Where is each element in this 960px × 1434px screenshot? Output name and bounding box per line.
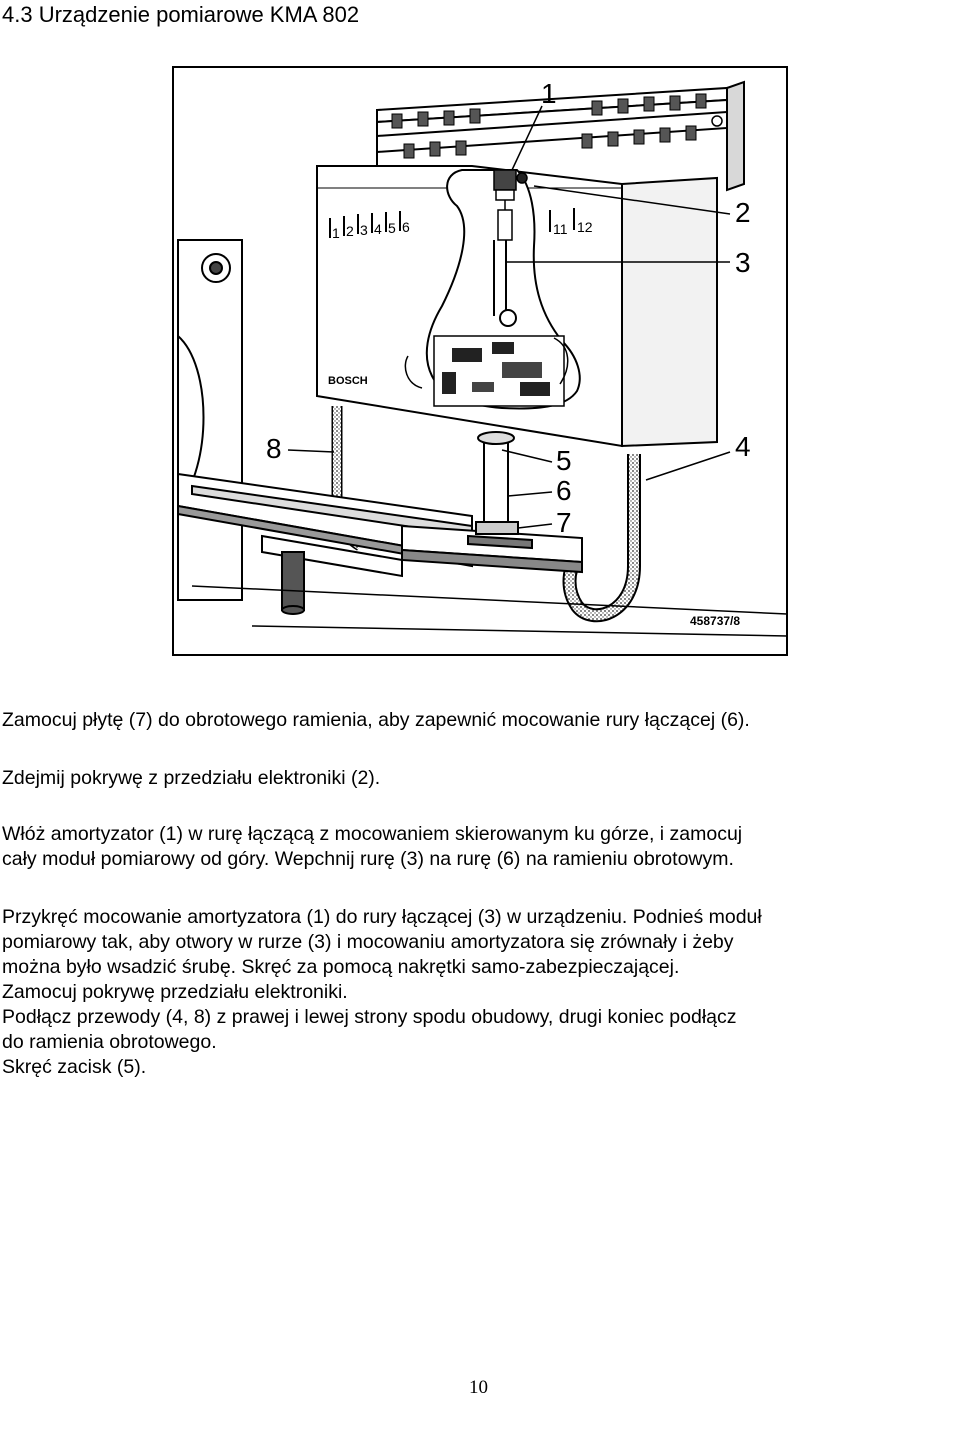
slot-label: 5 [388, 220, 396, 236]
page-number: 10 [469, 1377, 488, 1398]
instruction-line: można było wsadzić śrubę. Skręć za pomocą nakrętki samo-zabezpieczającej. [2, 956, 680, 978]
left-console [178, 240, 242, 600]
slot-label: 11 [553, 221, 568, 237]
instruction-line: Przykręć mocowanie amortyzatora (1) do rury łączącej (3) w urządzeniu. Podnieś moduł [2, 906, 762, 928]
callout-6: 6 [556, 475, 572, 506]
callout-8: 8 [266, 433, 282, 464]
callout-2: 2 [735, 197, 751, 228]
instruction-line: Zamocuj pokrywę przedziału elektroniki. [2, 981, 348, 1003]
callout-4: 4 [735, 431, 751, 462]
instruction-line: Włóż amortyzator (1) w rurę łączącą z mocowaniem skierowanym ku górze, i zamocuj [2, 823, 743, 845]
instruction-line: do ramienia obrotowego. [2, 1031, 217, 1053]
instruction-paragraph: Zamocuj płytę (7) do obrotowego ramienia, aby zapewnić mocowanie rury łączącej (6). [2, 709, 750, 731]
slot-label: 3 [360, 222, 368, 238]
slot-label: 12 [577, 219, 593, 235]
slot-label: 4 [374, 221, 382, 237]
drawing-code: 458737/8 [690, 614, 741, 628]
kma-802-diagram [172, 66, 788, 656]
callout-3: 3 [735, 247, 751, 278]
section-heading: 4.3 Urządzenie pomiarowe KMA 802 [2, 2, 360, 27]
slot-label: 2 [346, 223, 354, 239]
callout-1: 1 [541, 78, 557, 109]
instruction-line: Skręć zacisk (5). [2, 1056, 147, 1078]
device-installation-figure [172, 66, 788, 656]
instruction-line: pomiarowy tak, aby otwory w rurze (3) i mocowaniu amortyzatora się zrównały i żeby [2, 931, 734, 953]
instruction-line: Podłącz przewody (4, 8) z prawej i lewej strony spodu obudowy, drugi koniec podłącz [2, 1006, 737, 1028]
instruction-paragraph: Zdejmij pokrywę z przedziału elektroniki (2). [2, 767, 381, 789]
mounting-screw [712, 116, 722, 126]
instruction-line: cały moduł pomiarowy od góry. Wepchnij rurę (3) na rurę (6) na ramieniu obrotowym. [2, 848, 734, 870]
callout-7: 7 [556, 507, 572, 538]
slot-label: 1 [332, 225, 340, 241]
callout-5: 5 [556, 445, 572, 476]
brand-label: BOSCH [328, 375, 368, 387]
slot-label: 6 [402, 219, 410, 235]
